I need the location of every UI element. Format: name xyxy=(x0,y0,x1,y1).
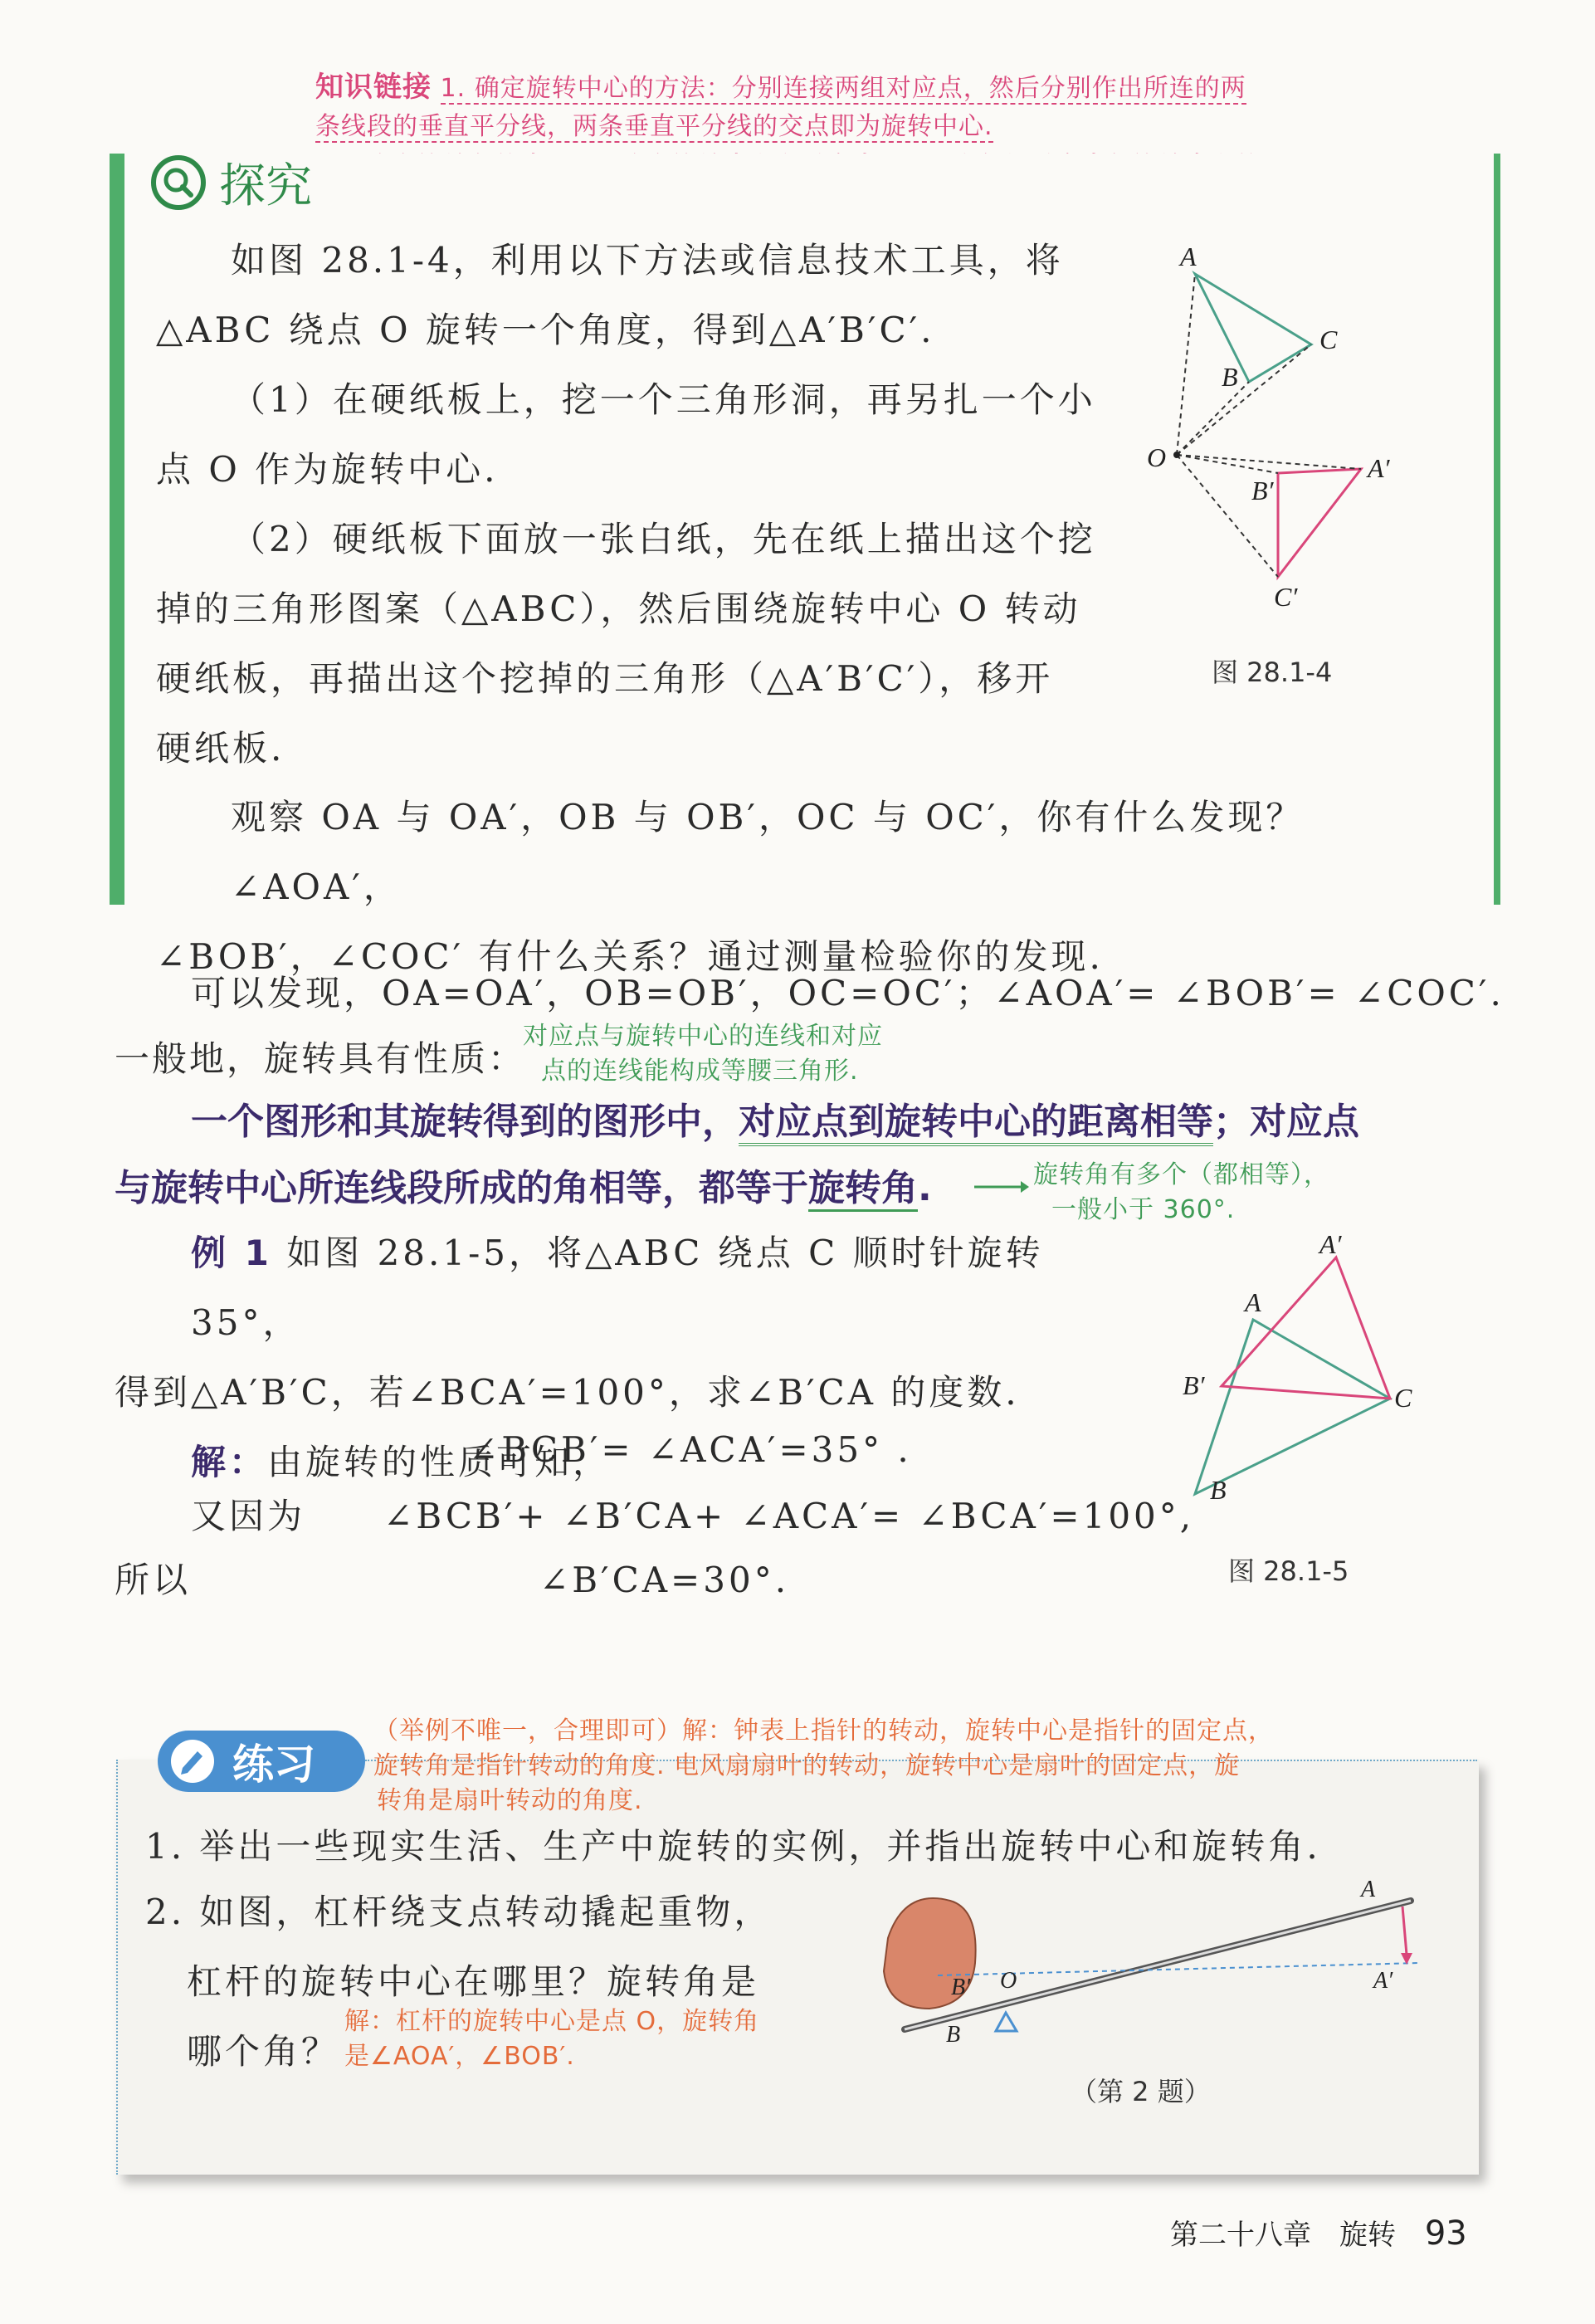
explore-p1a: 如图 28.1-4，利用以下方法或信息技术工具，将 xyxy=(231,240,1064,281)
label-A-prime: A′ xyxy=(1319,1229,1342,1259)
pencil-icon xyxy=(168,1736,217,1786)
property-line2 xyxy=(115,1154,932,1223)
knowledge-link-title: 知识链接 xyxy=(315,71,432,104)
triangle-abc-rotated xyxy=(1278,469,1361,577)
practice-orange-line5: 是∠AOA′，∠BOB′. xyxy=(344,2042,575,2071)
solution-label: 解： xyxy=(191,1442,268,1482)
general-line xyxy=(115,1032,525,1081)
green-note-angle xyxy=(1033,1158,1329,1228)
find-line: 可以发现，OA=OA′，OB=OB′，OC=OC′；∠AOA′= ∠BOB′= ∠COC′. xyxy=(191,973,1505,1013)
property-2a: 与旋转中心所连线段所成的角相等，都等于 xyxy=(115,1167,808,1209)
label-A-prime: A′ xyxy=(1373,1968,1393,1994)
arrow-icon xyxy=(971,1174,1029,1199)
lever-figure xyxy=(871,1872,1436,2054)
label-A-prime: A′ xyxy=(1368,453,1390,483)
explore-p3d: 硬纸板. xyxy=(156,728,285,769)
green-note-line3: 旋转角有多个（都相等）， xyxy=(1033,1160,1329,1189)
property-1b: 对应点到旋转中心的距离相等 xyxy=(739,1101,1213,1146)
green-note-isosceles xyxy=(523,1019,883,1089)
practice-orange-line3: 转角是扇叶转动的角度. xyxy=(377,1786,643,1815)
example-q1: 如图 28.1-5，将△ABC 绕点 C 顺时针旋转 35°， xyxy=(191,1233,1044,1343)
magnifier-icon xyxy=(149,154,207,212)
label-B-prime: B′ xyxy=(1251,476,1274,505)
explore-text xyxy=(156,226,1135,784)
practice-orange-line2: 旋转角是指针转动的角度. 电风扇扇叶的转动，旋转中心是扇叶的固定点，旋 xyxy=(373,1751,1241,1780)
practice-tab xyxy=(158,1731,365,1792)
property-1a: 一个图形和其旋转得到的图形中， xyxy=(191,1101,739,1143)
figure-28-1-4 xyxy=(1145,241,1427,622)
fulcrum-icon xyxy=(996,2013,1017,2031)
figure-28-1-4-caption: 图 28.1-4 xyxy=(1212,657,1333,688)
triangle-abc-rotated xyxy=(1222,1257,1390,1399)
property-2b: 旋转角 xyxy=(808,1167,918,1212)
example-label: 例 1 xyxy=(191,1233,272,1273)
label-O: O xyxy=(1000,1968,1017,1994)
explore-p4a: 观察 OA 与 OA′，OB 与 OB′，OC 与 OC′，你有什么发现？∠AOA′， xyxy=(231,797,1305,907)
property-2c: . xyxy=(918,1167,932,1209)
triangle-abc xyxy=(1195,1320,1390,1494)
label-C-prime: C′ xyxy=(1274,582,1298,612)
green-note-line4: 一般小于 360°. xyxy=(1051,1195,1236,1224)
explore-p4b: ∠BOB′，∠COC′ 有什么关系？通过测量检验你的发现. xyxy=(156,936,1104,977)
practice-orange-line4: 解：杠杆的旋转中心是点 O，旋转角 xyxy=(344,2007,760,2036)
explore-header xyxy=(149,149,312,216)
figure-28-1-5 xyxy=(1170,1220,1444,1519)
property-line1 xyxy=(191,1087,1485,1157)
also-label: 又因为 xyxy=(191,1496,306,1536)
knowledge-link-note xyxy=(315,68,1494,108)
label-B-prime: B′ xyxy=(1183,1370,1205,1400)
label-A: A xyxy=(1361,1877,1376,1902)
label-C: C xyxy=(1394,1383,1412,1413)
example-q2: 得到△A′B′C，若∠BCA′=100°，求∠B′CA 的度数. xyxy=(115,1372,1020,1413)
practice-orange-answer xyxy=(373,1714,1477,1819)
practice-q2b: 杠杆的旋转中心在哪里？旋转角是 xyxy=(187,1961,760,2002)
label-A: A xyxy=(1180,242,1197,271)
practice-q2-answer xyxy=(344,2004,759,2074)
explore-p3b: 掉的三角形图案（△ABC），然后围绕旋转中心 O 转动 xyxy=(156,588,1081,629)
label-B: B xyxy=(1210,1475,1227,1505)
green-note-line2: 点的连线能构成等腰三角形. xyxy=(541,1057,859,1086)
equation-3: ∠B′CA=30°. xyxy=(539,1560,790,1600)
lever-figure-caption: （第 2 题） xyxy=(1071,2076,1211,2107)
label-A: A xyxy=(1245,1287,1261,1317)
triangle-abc xyxy=(1195,274,1311,382)
label-B: B xyxy=(1222,362,1238,392)
equation-2: ∠BCB′+ ∠B′CA+ ∠ACA′= ∠BCA′=100°, xyxy=(383,1496,1195,1536)
equation-1: ∠BCB′= ∠ACA′=35° . xyxy=(469,1429,912,1470)
explore-p2a: （1）在硬纸板上，挖一个三角形洞，再另扎一个小 xyxy=(231,379,1096,420)
figure-28-1-5-caption: 图 28.1-5 xyxy=(1228,1555,1349,1587)
label-O: O xyxy=(1147,442,1167,472)
chapter-label: 第二十八章 旋转 xyxy=(1170,2219,1396,2252)
general-text: 一般地，旋转具有性质： xyxy=(115,1038,526,1079)
knowledge-link-line1: 1. 确定旋转中心的方法：分别连接两组对应点，然后分别作出所连的两 xyxy=(440,74,1246,103)
knowledge-link-line2: 条线段的垂直平分线，两条垂直平分线的交点即为旋转中心. xyxy=(315,112,993,141)
explore-p3a: （2）硬纸板下面放一张白纸，先在纸上描出这个挖 xyxy=(231,519,1096,559)
label-C: C xyxy=(1319,325,1338,354)
label-B: B xyxy=(946,2022,961,2048)
explore-p1b: △ABC 绕点 O 旋转一个角度，得到△A′B′C′. xyxy=(156,310,935,350)
knowledge-link-line2-wrap xyxy=(315,108,993,146)
practice-q2a: 2. 如图，杠杆绕支点转动撬起重物， xyxy=(145,1892,773,1932)
practice-title: 练习 xyxy=(232,1741,315,1789)
green-note-line1: 对应点与旋转中心的连线和对应 xyxy=(523,1022,883,1051)
label-B-prime: B′ xyxy=(951,1975,971,2000)
footer xyxy=(1170,2212,1467,2253)
page-number: 93 xyxy=(1424,2214,1467,2253)
practice-q2c: 哪个角？ xyxy=(187,2031,340,2072)
explore-title: 探究 xyxy=(219,159,312,213)
property-1c: ；对应点 xyxy=(1213,1101,1359,1143)
explore-p3c: 硬纸板，再描出这个挖掉的三角形（△A′B′C′），移开 xyxy=(156,658,1054,699)
solution-line1: 由旋转的性质可知， xyxy=(267,1442,612,1482)
so-label: 所以 xyxy=(115,1560,192,1600)
explore-p2b: 点 O 作为旋转中心. xyxy=(156,449,499,490)
practice-q1: 1. 举出一些现实生活、生产中旋转的实例，并指出旋转中心和旋转角. xyxy=(145,1826,1321,1867)
practice-orange-line1: （举例不唯一，合理即可）解：钟表上指针的转动，旋转中心是指针的固定点， xyxy=(373,1716,1274,1745)
